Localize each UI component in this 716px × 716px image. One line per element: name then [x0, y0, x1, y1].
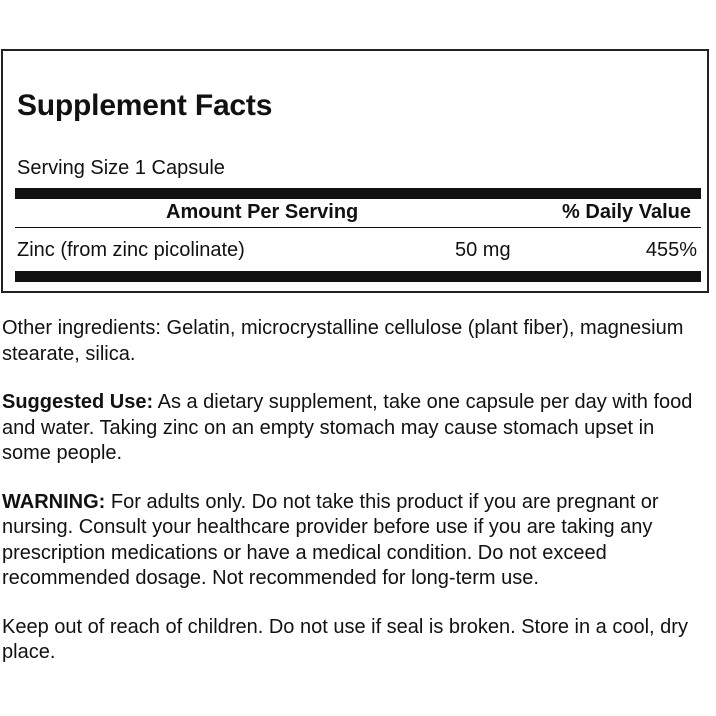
header-daily-value: % Daily Value — [562, 201, 691, 223]
thick-divider-top — [15, 188, 701, 199]
thin-divider — [15, 227, 701, 228]
warning-text: For adults only. Do not take this product if you are pregnant or nursing. Consult your healthcare provider before use if you are taking any prescription medications or have a medical condition. Do not exceed recommended dosage. Not recommended for long-term use. — [2, 490, 659, 589]
suggested-use-text: As a dietary supplement, take one capsule per day with food and water. Taking zinc on an empty stomach may cause stomach upset in some people. — [2, 391, 693, 464]
nutrient-name: Zinc (from zinc picolinate) — [17, 239, 245, 261]
serving-size: Serving Size 1 Capsule — [17, 157, 225, 179]
thick-divider-bottom — [15, 271, 701, 282]
warning — [2, 490, 708, 592]
other-ingredients: Other ingredients: Gelatin, microcrystalline cellulose (plant fiber), magnesium stearate, silica. — [2, 317, 684, 365]
suggested-use — [2, 390, 708, 467]
label-text — [2, 316, 708, 689]
nutrient-daily-value: 455% — [645, 239, 697, 261]
storage-instructions: Keep out of reach of children. Do not use if seal is broken. Store in a cool, dry place. — [2, 615, 688, 663]
header-amount-per-serving: Amount Per Serving — [166, 201, 359, 223]
suggested-use-label: Suggested Use: — [2, 391, 154, 413]
warning-label: WARNING: — [2, 490, 106, 513]
supplement-facts-panel — [1, 49, 709, 293]
nutrient-amount: 50 mg — [455, 239, 511, 261]
facts-title: Supplement Facts — [17, 89, 273, 122]
